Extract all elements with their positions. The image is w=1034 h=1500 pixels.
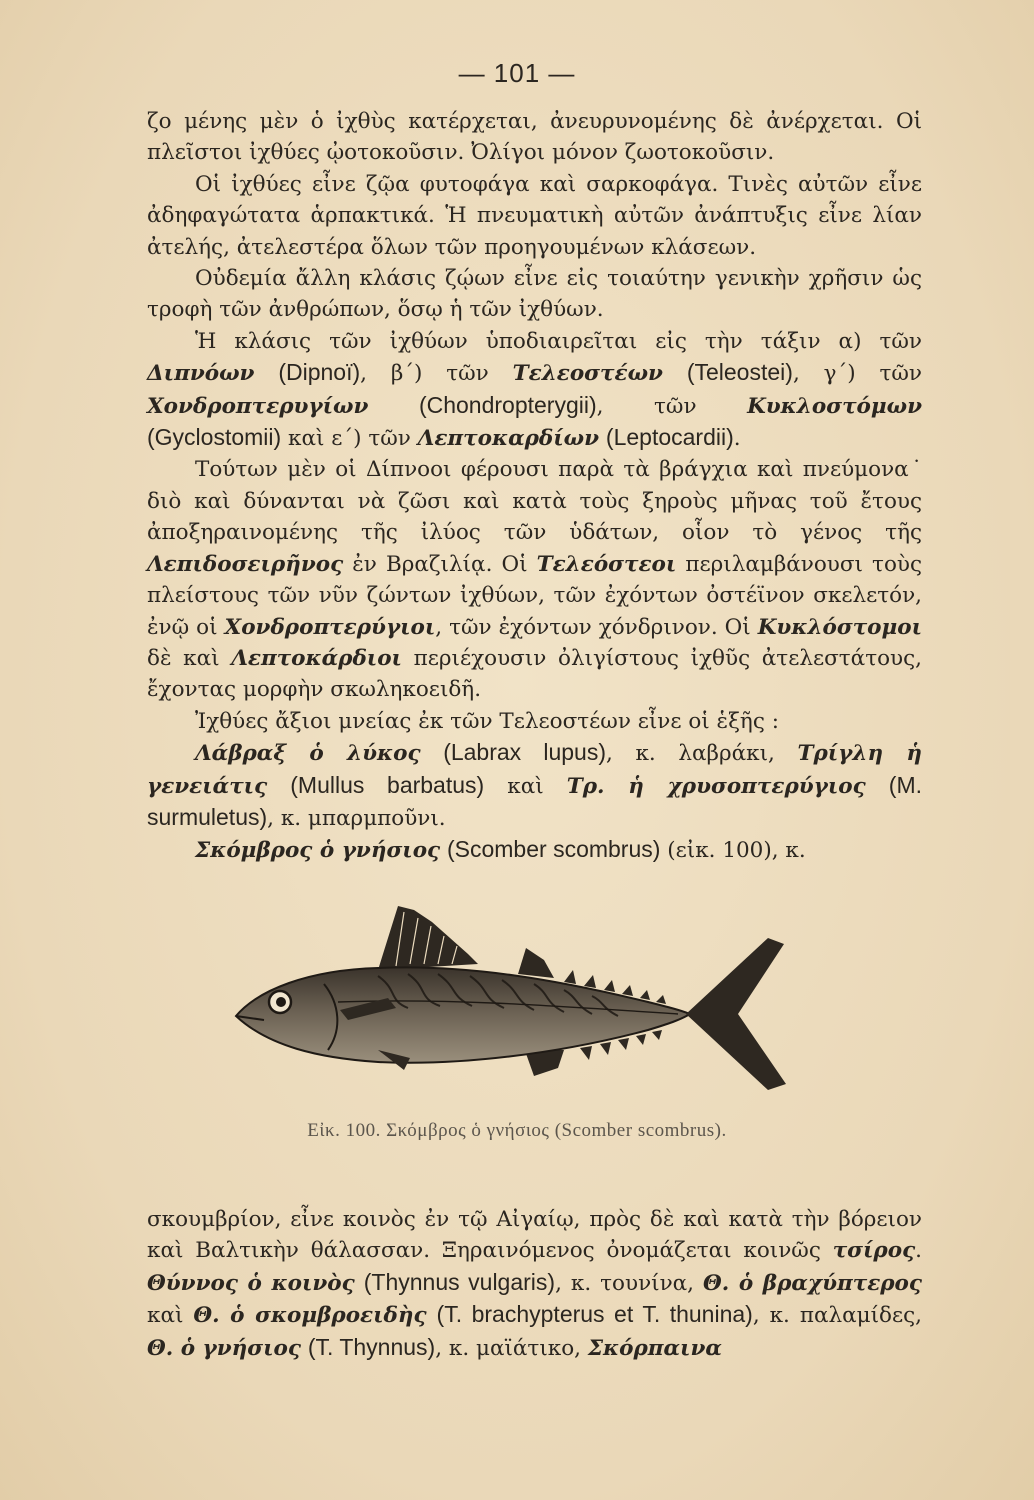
text-run: καὶ	[484, 773, 567, 799]
latin-mullus: (Mullus barbatus)	[290, 771, 485, 798]
latin-scomber: (Scomber scombrus)	[446, 836, 661, 863]
term-chrysopterygios: Τρ. ἡ χρυσοπτερύγιος	[566, 773, 866, 799]
term-teleostei: Τελεόστεοι	[536, 551, 677, 577]
text-run: , κ. λαβράκι,	[606, 741, 798, 767]
latin-labrax: (Labrax lupus)	[443, 739, 607, 766]
term-tsiros: τσίρος	[832, 1238, 916, 1264]
latin-surmuletus: (M. surmuletus)	[147, 771, 923, 830]
latin-cyclostomii: (Gyclostomii)	[147, 424, 282, 451]
figure-caption: Εἰκ. 100. Σκόμβρος ὁ γνήσιος (Scomber scombrus).	[307, 1120, 727, 1141]
text-run: καὶ	[147, 1303, 194, 1329]
text-run: (εἰκ. 100), κ.	[660, 838, 806, 864]
paragraph-7	[147, 737, 922, 834]
term-cyclostomii: Κυκλοστόμων	[747, 393, 922, 419]
latin-thynnus-thynnus: (T. Thynnus)	[307, 1333, 436, 1360]
latin-leptocardii: (Leptocardii)	[605, 424, 734, 451]
latin-dipnoi: (Dipnoï)	[278, 359, 361, 386]
text-run: καὶ ε΄) τῶν	[281, 426, 418, 452]
text-run: , κ. μαϊάτικο,	[435, 1335, 588, 1361]
paragraph-6: Ἰχθύες ἄξιοι μνείας ἐκ τῶν Τελεοστέων εἶνε οἱ ἑξῆς :	[195, 708, 779, 734]
text-block-bottom	[147, 1204, 922, 1364]
page-number: — 101 —	[458, 58, 576, 88]
term-labrax: Λάβραξ ὁ λύκος	[195, 741, 421, 767]
paragraph-9	[147, 1204, 922, 1364]
latin-thynnus: (Thynnus vulgaris)	[363, 1268, 556, 1295]
text-run: δὲ καὶ	[147, 645, 232, 671]
term-leptocardii: Λεπτοκάρδιοι	[231, 645, 402, 671]
text-run: .	[915, 1238, 922, 1264]
mackerel-illustration	[228, 898, 833, 1116]
term-thynnus-gnisios: Θ. ὁ γνήσιος	[147, 1335, 301, 1361]
text-run: , κ. τουνίνα,	[555, 1270, 703, 1296]
latin-chondropterygii: (Chondropterygii)	[418, 391, 597, 418]
term-cyclostomi: Κυκλόστομοι	[757, 614, 923, 640]
paragraph-3: Οὐδεμία ἄλλη κλάσις ζῴων εἶνε εἰς τοιαύτην γενικὴν χρῆσιν ὡς τροφὴ τῶν ἀνθρώπων, ὅσῳ ἡ τῶν ἰχθύων.	[147, 266, 922, 323]
term-scomber: Σκόμβρος ὁ γνήσιος	[195, 838, 441, 864]
latin-brachypterus: (T. brachypterus et T. thunina)	[436, 1301, 753, 1328]
text-run: , κ. μπαρμποῦνι.	[267, 805, 446, 831]
term-chondropterygii: Χονδροπτερυγίων	[147, 393, 369, 419]
paragraph-4	[147, 326, 922, 455]
text-run: , τῶν ἐχόντων χόνδρινον. Οἱ	[435, 614, 758, 640]
term-dipnoi: Διπνόων	[147, 361, 255, 387]
text-run: .	[733, 426, 741, 452]
term-brachypterus: Θ. ὁ βραχύπτερος	[702, 1270, 922, 1296]
term-scombroides: Θ. ὁ σκομβροειδὴς	[193, 1303, 427, 1329]
text-run: , β΄) τῶν	[360, 361, 513, 387]
term-leptocardii: Λεπτοκαρδίων	[417, 426, 600, 452]
text-run: περιέχουσιν ὀλιγίστους ἰχθῦς ἀτελεστάτους, ἔχοντας μορφὴν σκωληκοειδῆ.	[147, 645, 922, 703]
term-thynnus: Θύννος ὁ κοινὸς	[147, 1270, 355, 1296]
paragraph-2: Οἱ ἰχθύες εἶνε ζῷα φυτοφάγα καὶ σαρκοφάγα. Τινὲς αὐτῶν εἶνε ἀδηφαγώτατα ἁρπακτικά. Ἡ πνευματικὴ αὐτῶν ἀνάπτυξις εἶνε λίαν ἀτελής, ἀτελεστέρα ὅλων τῶν προηγουμένων κλάσεων.	[147, 171, 922, 260]
paragraph-8	[147, 834, 922, 866]
text-run: , κ. παλαμίδες,	[752, 1303, 922, 1329]
paragraph-1: ζο μένης μὲν ὁ ἰχθὺς κατέρχεται, ἀνευρυνομένης δὲ ἀνέρχεται. Οἱ πλεῖστοι ἰχθύες ᾠοτοκοῦσιν. Ὀλίγοι μόνον ζωοτοκοῦσιν.	[147, 109, 922, 166]
text-run: , τῶν	[596, 393, 748, 419]
latin-teleostei: (Teleostei)	[686, 359, 793, 386]
term-scorpaena: Σκόρπαινα	[587, 1335, 722, 1361]
text-run: σκουμβρίον, εἶνε κοινὸς ἐν τῷ Αἰγαίῳ, πρὸς δὲ καὶ κατὰ τὴν βόρειον καὶ Βαλτικὴν θάλασσαν. Ξηραινόμενος ὀνομάζεται κοινῶς	[147, 1207, 922, 1264]
text-run: , γ΄) τῶν	[792, 361, 922, 387]
text-run: Τούτων μὲν οἱ Δίπνοοι φέρουσι παρὰ τὰ βράγχια καὶ πνεύμονα˙ διὸ καὶ δύνανται νὰ ζῶσι καὶ κατὰ τοὺς ξηροὺς μῆνας τοῦ ἔτους ἀποξηραινομένης τῆς ἰλύος τῶν ὑδάτων, οἷον τὸ γένος τῆς	[147, 457, 922, 546]
term-teleostei: Τελεοστέων	[512, 361, 663, 387]
term-trigle: Τρίγλη ἡ γενειάτις	[147, 741, 922, 799]
paragraph-5	[147, 454, 922, 705]
term-lepidosiren: Λεπιδοσειρῆνος	[147, 551, 344, 577]
text-block-top	[147, 106, 922, 867]
text-run: περιλαμβάνουσι τοὺς πλείστους τῶν νῦν ζώντων ἰχθύων, τῶν ἐχόντων ὀστέϊνον σκελετόν, ἐνῷ οἱ	[147, 551, 922, 640]
text-run: Ἡ κλάσις τῶν ἰχθύων ὑποδιαιρεῖται εἰς τὴν τάξιν α) τῶν	[195, 328, 922, 354]
text-run: ἐν Βραζιλίᾳ. Οἱ	[343, 551, 537, 577]
term-chondropterygii: Χονδροπτερύγιοι	[224, 614, 436, 640]
